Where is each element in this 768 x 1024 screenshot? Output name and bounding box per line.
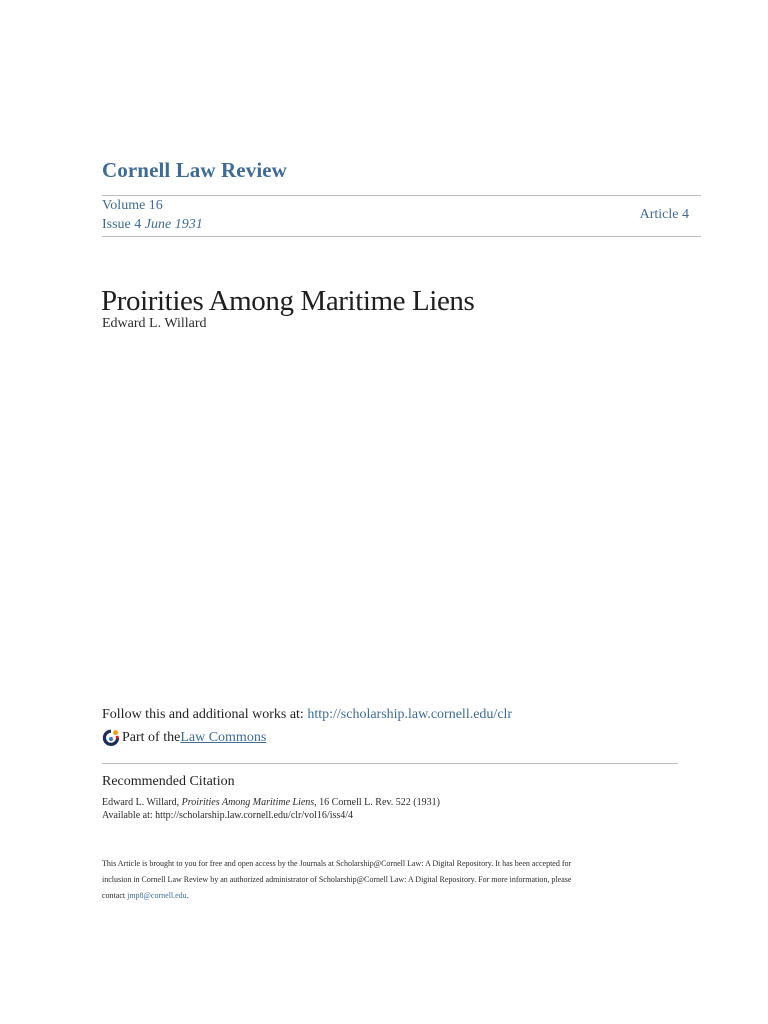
citation-divider (102, 763, 678, 764)
article-title: Proirities Among Maritime Liens (101, 285, 475, 318)
citation-availability: Available at: http://scholarship.law.cornell.edu/clr/vol16/iss4/4 (102, 810, 354, 821)
citation-line (102, 797, 440, 808)
part-of-prefix: Part of the (122, 730, 181, 745)
citation-reference: , 16 Cornell L. Rev. 522 (1931) (314, 797, 440, 808)
header-top-divider (102, 195, 701, 196)
article-number-link[interactable]: Article 4 (639, 207, 689, 222)
header-bottom-divider (102, 236, 701, 237)
notice-line-1: This Article is brought to you for free and open access by the Journals at Scholarship@Cornell Law: A Digital Repository. It has been accepted for (102, 859, 572, 868)
journal-title-link[interactable]: Cornell Law Review (102, 158, 287, 182)
network-icon (102, 729, 120, 747)
notice-period: . (186, 891, 189, 900)
issue-date: June 1931 (144, 217, 203, 232)
repository-url-link[interactable]: http://scholarship.law.cornell.edu/clr (307, 707, 513, 722)
part-of-line (102, 729, 266, 747)
notice-contact-prefix: contact (102, 891, 128, 900)
issue-link[interactable]: Issue 4 (102, 217, 142, 232)
citation-title: Proirities Among Maritime Liens (181, 797, 315, 808)
article-author: Edward L. Willard (102, 316, 207, 331)
contact-email-link[interactable]: jmp8@cornell.edu (127, 891, 187, 900)
law-commons-link[interactable]: Law Commons (180, 730, 267, 745)
citation-heading: Recommended Citation (102, 774, 235, 789)
follow-line (102, 707, 512, 723)
citation-author: Edward L. Willard, (102, 797, 182, 808)
access-notice (102, 856, 662, 904)
volume-link[interactable]: Volume 16 (102, 198, 163, 213)
notice-line-3 (102, 888, 662, 904)
follow-prefix: Follow this and additional works at: (102, 707, 308, 722)
issue-line (102, 217, 203, 233)
notice-line-2: inclusion in Cornell Law Review by an authorized administrator of Scholarship@Cornell Law: A Digital Repository. For more information, please (102, 875, 572, 884)
